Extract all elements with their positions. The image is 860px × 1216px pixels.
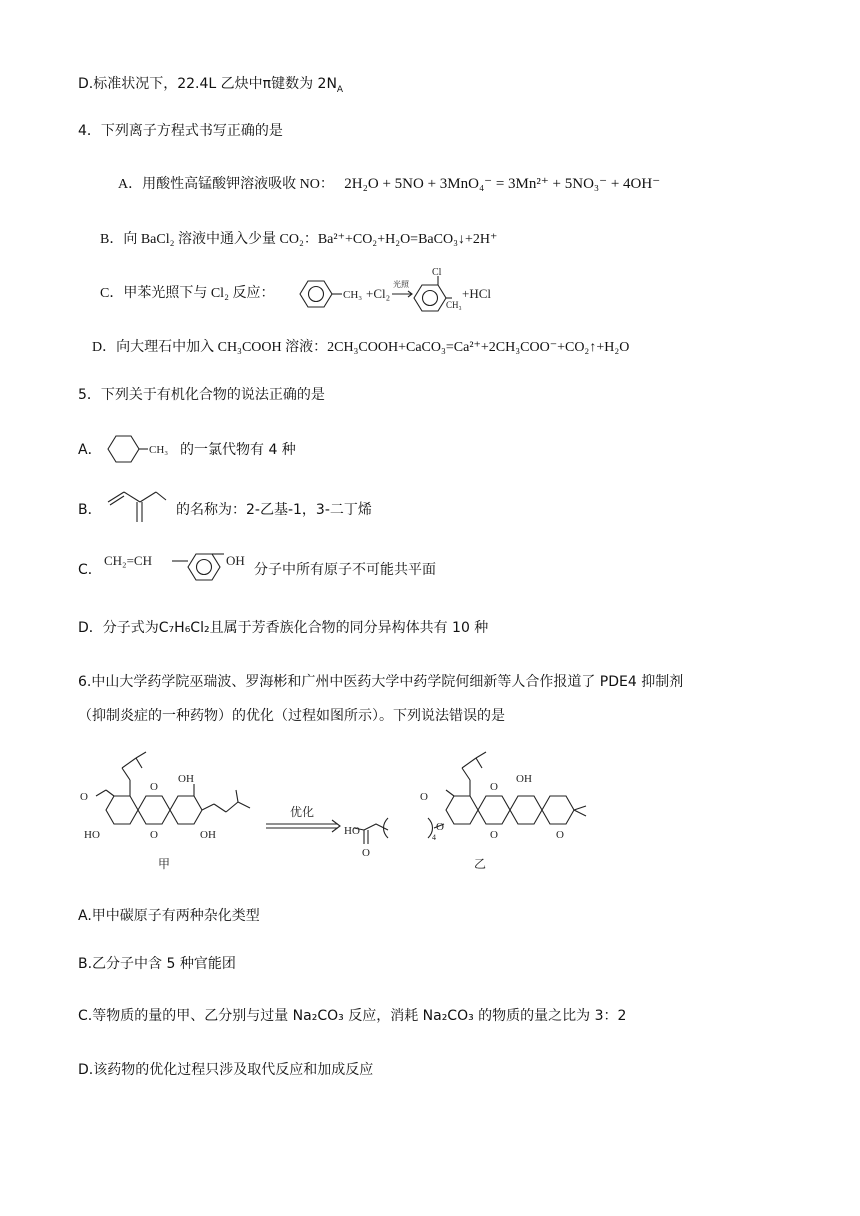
jia-carbonyl-o: O	[150, 781, 158, 793]
q4-option-b: B．向 BaCl₂ 溶液中通入少量 CO₂：Ba²⁺+CO₂+H₂O=BaCO₃↓+2H⁺	[100, 232, 498, 247]
chain-bond	[124, 492, 140, 502]
q6-option-b: B.乙分子中含 5 种官能团	[78, 956, 236, 972]
aromatic-circle	[197, 560, 212, 575]
q6-option-a: A.甲中碳原子有两种杂化类型	[78, 908, 260, 924]
q3-option-d-text: D.标准状况下，22.4L 乙炔中π键数为 2N	[78, 76, 337, 92]
optimize-label: 优化	[290, 805, 315, 819]
yi-acid-o: O	[362, 847, 370, 859]
q6-option-c: C.等物质的量的甲、乙分别与过量 Na₂CO₃ 反应，消耗 Na₂CO₃ 的物质的量之比为 3：2	[78, 1008, 627, 1024]
q6-option-d: D.该药物的优化过程只涉及取代反应和加成反应	[78, 1062, 374, 1078]
product-ch3: CH₃	[446, 300, 462, 310]
jia-methoxy-o: O	[80, 791, 88, 803]
condition-light: 光照	[393, 280, 409, 289]
methyl-label: CH₃	[149, 444, 169, 456]
yi-ether-o: O	[436, 821, 444, 833]
q5-stem: 5．下列关于有机化合物的说法正确的是	[78, 387, 325, 403]
aromatic-circle-right	[423, 291, 438, 306]
jia-oh-top: OH	[178, 773, 194, 785]
q3-option-d-sub: A	[336, 84, 344, 95]
q5-option-a-label: A．	[78, 442, 102, 458]
q5-option-c-label: C．	[78, 562, 102, 578]
q4-stem: 4．下列离子方程式书写正确的是	[78, 123, 283, 139]
yi-pyran-o: O	[556, 829, 564, 841]
q6-stem-line2: （抑制炎症的一种药物）的优化（过程如图所示）。下列说法错误的是	[78, 708, 505, 724]
jia-oh-bottom: OH	[200, 829, 216, 841]
q5-option-b-label: B．	[78, 502, 102, 518]
benzene-ring-left	[300, 281, 332, 307]
benzene-ring-right	[414, 285, 446, 311]
q5-option-d: D．分子式为C₇H₆Cl₂且属于芳香族化合物的同分异构体共有 10 种	[78, 620, 489, 636]
q4-option-d: D．向大理石中加入 CH₃COOH 溶液：2CH₃COOH+CaCO₃=Ca²⁺+2CH₃COO⁻+CO₂↑+H₂O	[92, 340, 630, 355]
yi-methoxy-o: O	[420, 791, 428, 803]
q4-option-a-equation: 2H₂O + 5NO + 3MnO₄⁻ = 3Mn²⁺ + 5NO₃⁻ + 4OH⁻	[344, 176, 661, 192]
optimize-arrowhead	[332, 820, 340, 832]
hydroxyl-label: OH	[226, 553, 245, 568]
yi-ring-o: O	[490, 829, 498, 841]
q6-reaction-scheme	[76, 748, 596, 878]
aromatic-circle-left	[309, 287, 324, 302]
toluene-ch3: CH₃	[343, 289, 363, 301]
product-hcl: +HCl	[462, 286, 492, 301]
q5-option-c-structure	[104, 546, 254, 588]
jia-label: 甲	[158, 857, 171, 871]
reagent-cl2: +Cl₂	[366, 286, 391, 301]
compound-jia	[80, 752, 250, 871]
ethyl-bond-2	[156, 492, 166, 500]
q4-option-a	[118, 174, 660, 195]
q5-option-c-text: 分子中所有原子不可能共平面	[254, 562, 436, 578]
jia-ho-left: HO	[84, 829, 100, 841]
q5-option-a-text: 的一氯代物有 4 种	[180, 442, 296, 458]
cyclohexane-ring	[108, 436, 139, 462]
q5-option-b-text: 的名称为：2-乙基-1，3-二丁烯	[176, 502, 372, 518]
vinyl-double-bond-2	[110, 496, 124, 505]
q5-option-a-structure	[104, 430, 176, 468]
jia-ring-o: O	[150, 829, 158, 841]
q5-option-b-structure	[104, 486, 170, 526]
yi-carbonyl-o: O	[490, 781, 498, 793]
vinyl-label: CH₂=CH	[104, 553, 152, 568]
q4-option-c-reaction	[292, 268, 522, 320]
q4-option-a-label: A．用酸性高锰酸钾溶液吸收 NO：	[118, 177, 334, 192]
yi-oh: OH	[516, 773, 532, 785]
yi-label: 乙	[474, 857, 487, 871]
q4-option-c-label: C．甲苯光照下与 Cl₂ 反应：	[100, 286, 275, 301]
product-cl: Cl	[432, 268, 442, 278]
compound-yi	[344, 752, 586, 871]
benzene-ring	[188, 554, 220, 580]
q6-stem-line1: 6.中山大学药学院巫瑞波、罗海彬和广州中医药大学中药学院何细新等人合作报道了 PDE4 抑制剂	[78, 674, 684, 690]
q3-option-d	[78, 74, 343, 94]
yi-acid-ho: HO	[344, 825, 360, 837]
yi-chain-count: 4	[432, 833, 436, 842]
ethyl-bond	[140, 492, 156, 502]
